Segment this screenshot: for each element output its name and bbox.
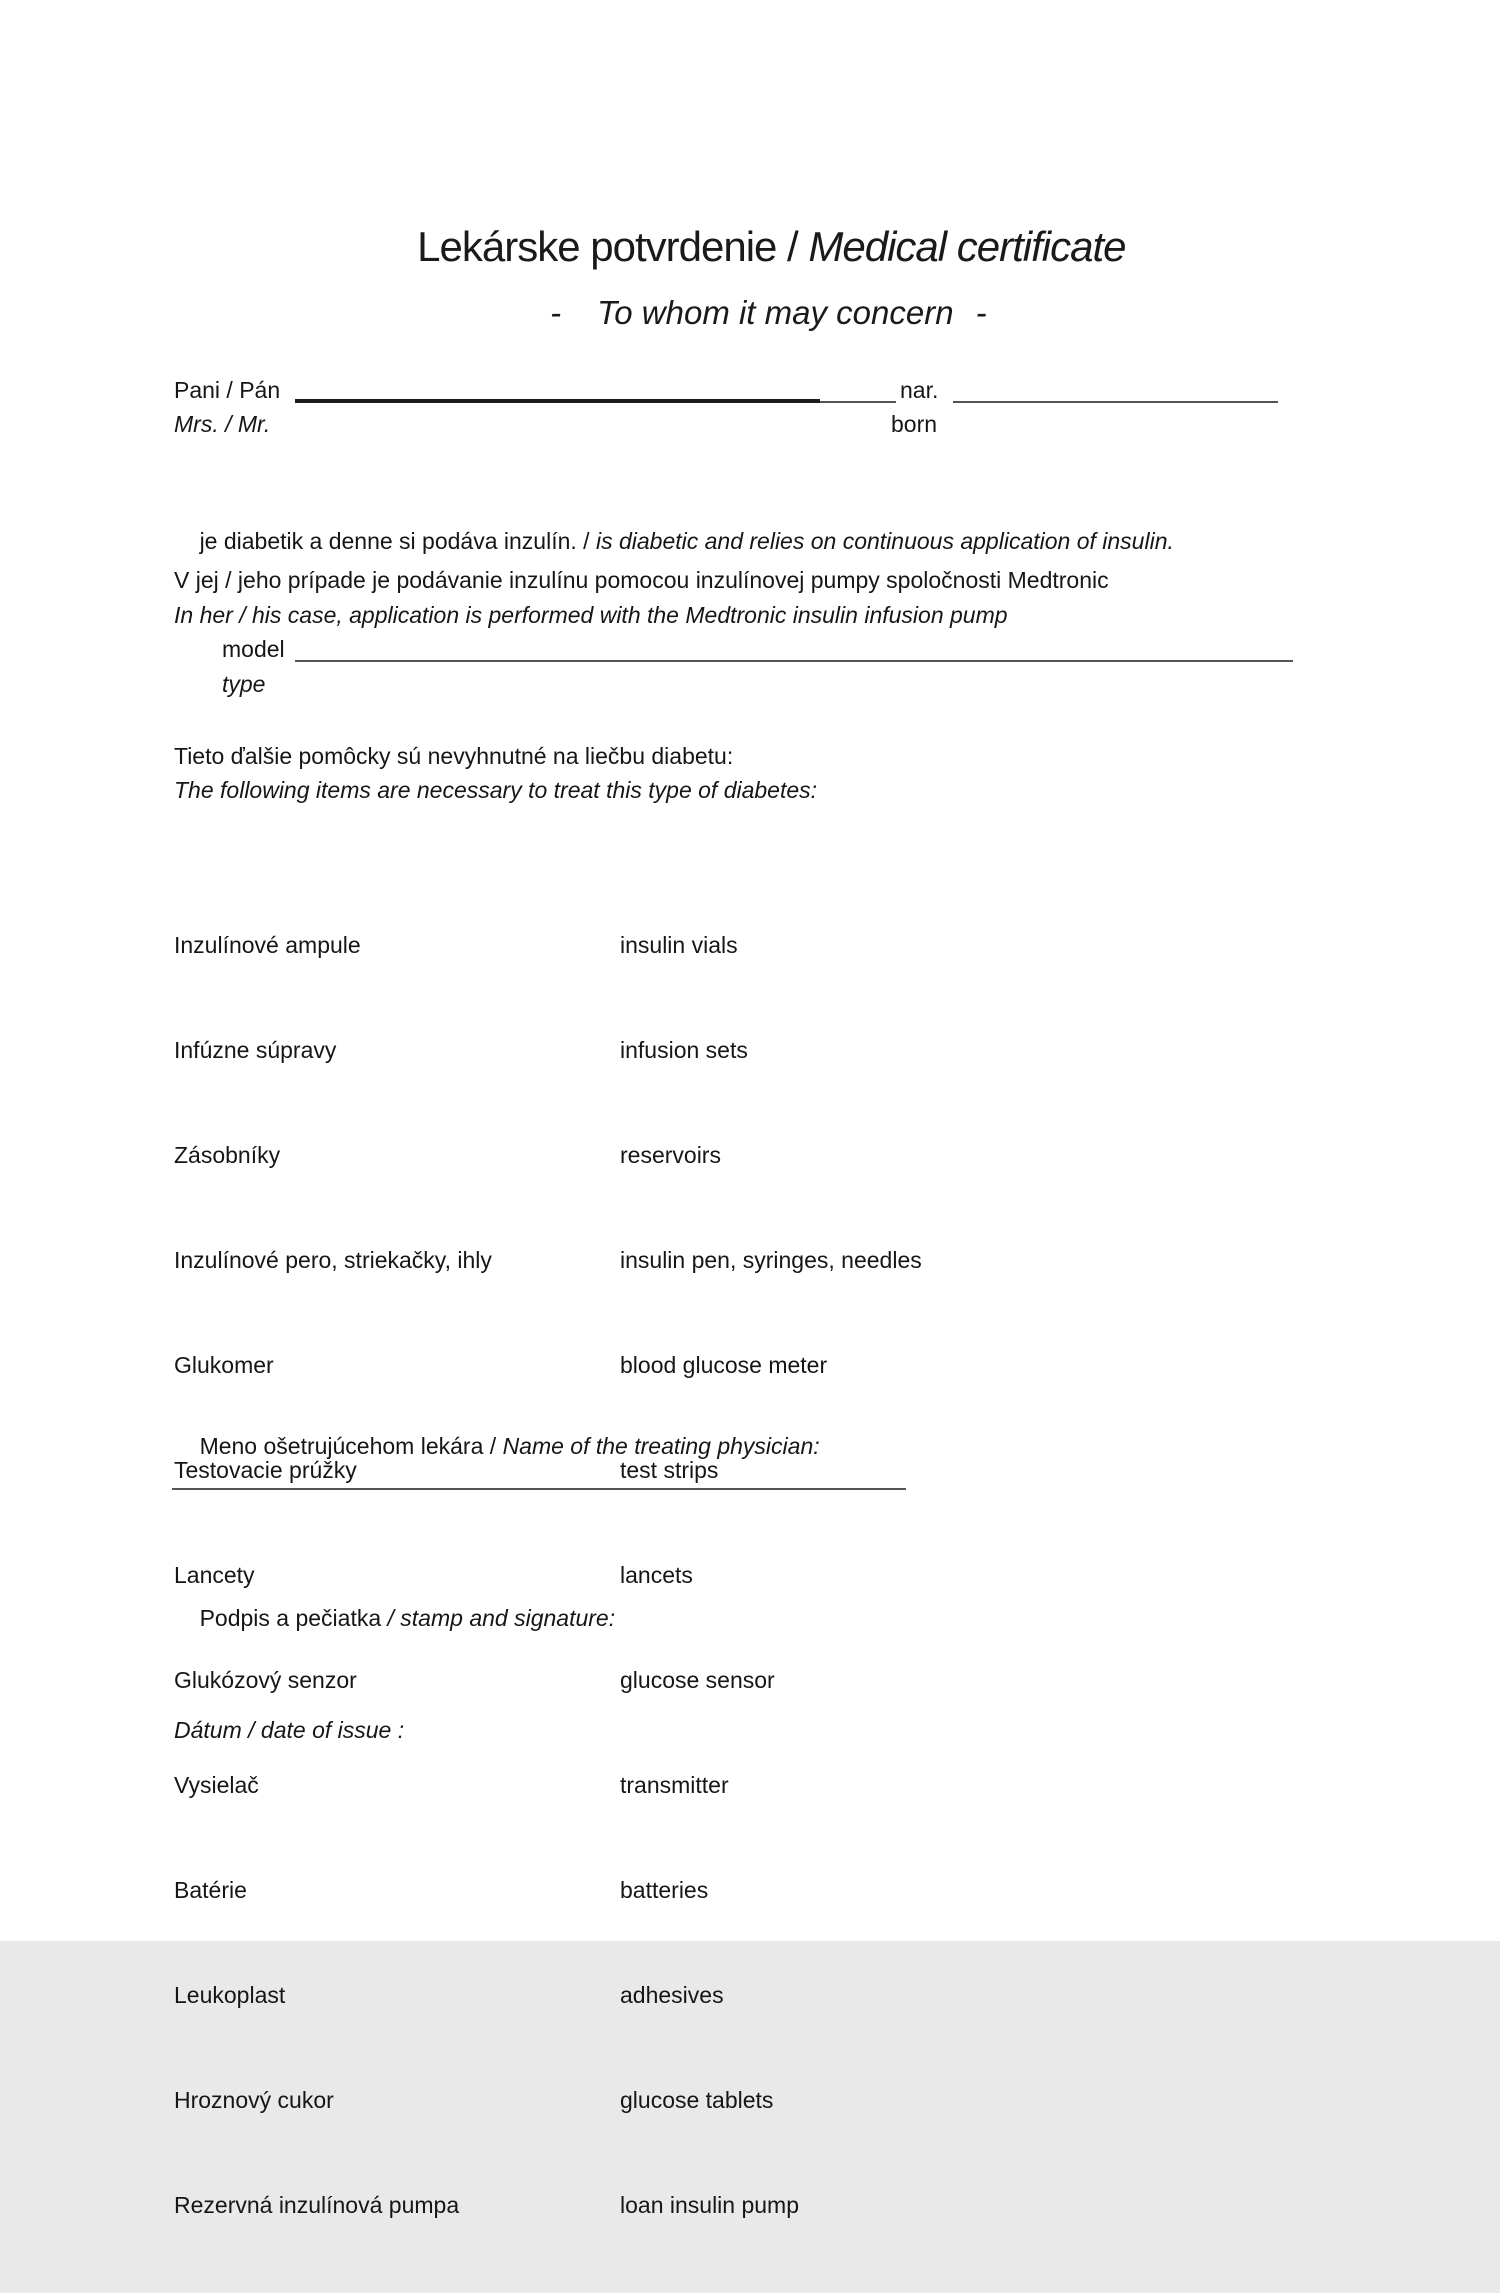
pump-statement-sk: V jej / jeho prípade je podávanie inzulínu pomocou inzulínovej pumpy spoločnosti Medtronic [174, 567, 1109, 593]
item-row [174, 1768, 922, 1803]
items-intro-sk: Tieto ďalšie pomôcky sú nevyhnutné na liečbu diabetu: [174, 743, 734, 769]
item-label-en: glucose tablets [620, 2087, 774, 2113]
pump-statement-en: In her / his case, application is performed with the Medtronic insulin infusion pump [174, 602, 1008, 628]
item-label-sk: Lancety [174, 1562, 255, 1588]
salutation-label-en: Mrs. / Mr. [174, 411, 271, 437]
item-row [174, 1138, 922, 1173]
item-row [174, 1663, 922, 1698]
item-label-sk: Batérie [174, 1877, 247, 1903]
model-blank-line [295, 660, 1293, 662]
item-row [174, 928, 922, 963]
physician-label-sk: Meno ošetrujúcehom lekára / [199, 1433, 503, 1459]
birthdate-label-en: born [891, 411, 938, 437]
salutation-label-sk: Pani / Pán [174, 377, 281, 403]
item-label-en: blood glucose meter [620, 1352, 828, 1378]
item-row [174, 1978, 922, 2013]
item-row [174, 2188, 922, 2223]
physician-label [174, 1404, 820, 1488]
subtitle-text: To whom it may concern [597, 294, 954, 331]
item-row [174, 2083, 922, 2118]
item-label-sk: Hroznový cukor [174, 2087, 334, 2113]
birthdate-blank-line [953, 401, 1278, 403]
item-label-sk: Infúzne súpravy [174, 1037, 337, 1063]
diabetic-statement-sk: je diabetik a denne si podáva inzulín. / [199, 528, 596, 554]
item-label-en: infusion sets [620, 1037, 748, 1063]
item-label-en: transmitter [620, 1772, 729, 1798]
signature-label-en: / stamp and signature: [387, 1605, 616, 1631]
item-label-en: loan insulin pump [620, 2192, 800, 2218]
item-label-sk: Vysielač [174, 1772, 259, 1798]
item-label-sk: Zásobníky [174, 1142, 281, 1168]
signature-label [174, 1576, 615, 1660]
item-label-en: reservoirs [620, 1142, 721, 1168]
item-label-sk: Glukózový senzor [174, 1667, 357, 1693]
item-label-sk: Inzulínové ampule [174, 932, 361, 958]
item-row [174, 1033, 922, 1068]
page-title-en: Medical certificate [808, 223, 1126, 270]
birthdate-label-sk: nar. [900, 377, 939, 403]
item-label-sk: Testovacie prúžky [174, 1457, 357, 1483]
item-label-en: glucose sensor [620, 1667, 775, 1693]
type-label: type [222, 671, 266, 697]
item-label-en: insulin vials [620, 932, 738, 958]
subtitle-dash-left: - [550, 294, 562, 331]
signature-label-sk: Podpis a pečiatka [199, 1605, 388, 1631]
diabetic-statement-en: is diabetic and relies on continuous application of insulin. [595, 528, 1174, 554]
item-label-en: test strips [620, 1457, 719, 1483]
model-label: model [222, 636, 285, 662]
physician-name-blank-line [172, 1488, 906, 1490]
physician-label-en: Name of the treating physician: [502, 1433, 820, 1459]
item-row [174, 1348, 922, 1383]
page-title-sk: Lekárske potvrdenie / [417, 223, 809, 270]
item-label-en: adhesives [620, 1982, 724, 2008]
items-intro-en: The following items are necessary to treat this type of diabetes: [174, 777, 818, 803]
name-blank-line-thin [820, 401, 896, 403]
name-blank-line-bold [295, 399, 820, 403]
item-row [174, 1873, 922, 1908]
item-label-sk: Inzulínové pero, striekačky, ihly [174, 1247, 492, 1273]
item-row [174, 1243, 922, 1278]
page-subtitle [0, 253, 1500, 373]
date-of-issue-label: Dátum / date of issue : [174, 1717, 405, 1743]
subtitle-dash-right: - [975, 294, 987, 331]
item-label-en: insulin pen, syringes, needles [620, 1247, 922, 1273]
item-label-sk: Leukoplast [174, 1982, 286, 2008]
item-label-en: lancets [620, 1562, 693, 1588]
item-label-sk: Glukomer [174, 1352, 274, 1378]
item-label-en: batteries [620, 1877, 709, 1903]
item-label-sk: Rezervná inzulínová pumpa [174, 2192, 460, 2218]
